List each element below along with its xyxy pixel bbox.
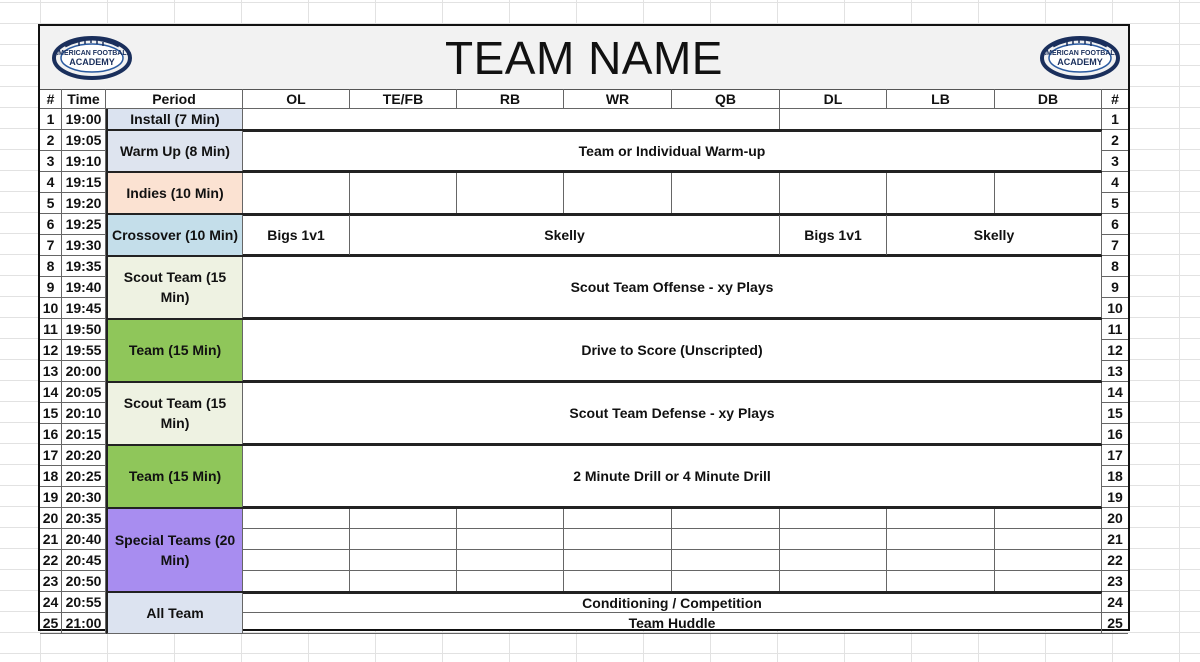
special-teams-cell[interactable]	[350, 571, 457, 592]
row-number[interactable]: 18	[40, 466, 62, 487]
section-divider	[106, 213, 1102, 215]
logo-text-line1: AMERICAN FOOTBALL	[1041, 50, 1119, 57]
time-cell[interactable]: 20:50	[62, 571, 106, 592]
row-number[interactable]: 24	[40, 592, 62, 613]
activity-cell[interactable]	[243, 109, 780, 130]
sheet-header	[40, 26, 1128, 90]
row-number[interactable]: 13	[40, 361, 62, 382]
special-teams-cell[interactable]	[457, 508, 564, 529]
row-number[interactable]: 9	[40, 277, 62, 298]
special-teams-cell[interactable]	[672, 550, 780, 571]
row-number[interactable]: 15	[40, 403, 62, 424]
time-cell[interactable]: 19:40	[62, 277, 106, 298]
row-number-right[interactable]: 17	[1102, 445, 1128, 466]
period-cell[interactable]: Indies (10 Min)	[106, 172, 243, 214]
row-number-right[interactable]: 1	[1102, 109, 1128, 130]
row-number-right[interactable]: 21	[1102, 529, 1128, 550]
all-team-activity[interactable]: Team Huddle	[243, 613, 1102, 634]
special-teams-cell[interactable]	[243, 529, 350, 550]
row-number-right[interactable]: 12	[1102, 340, 1128, 361]
time-cell[interactable]: 20:45	[62, 550, 106, 571]
row-number-right[interactable]: 6	[1102, 214, 1128, 235]
activity-cell[interactable]	[780, 109, 1102, 130]
column-header[interactable]: OL	[243, 89, 350, 109]
period-cell[interactable]: Install (7 Min)	[106, 109, 243, 130]
all-team-activity[interactable]: Conditioning / Competition	[243, 592, 1102, 613]
row-number[interactable]: 10	[40, 298, 62, 319]
period-cell[interactable]: Team (15 Min)	[106, 445, 243, 508]
special-teams-cell[interactable]	[564, 508, 672, 529]
time-cell[interactable]: 20:25	[62, 466, 106, 487]
scout-offense-activity[interactable]: Scout Team Offense - xy Plays	[243, 256, 1102, 319]
row-number[interactable]: 2	[40, 130, 62, 151]
time-cell[interactable]: 20:05	[62, 382, 106, 403]
special-teams-cell[interactable]	[887, 529, 995, 550]
indies-position-cell[interactable]	[564, 172, 672, 214]
special-teams-cell[interactable]	[995, 550, 1102, 571]
special-teams-cell[interactable]	[995, 529, 1102, 550]
column-header[interactable]: WR	[564, 89, 672, 109]
crossover-activity[interactable]: Skelly	[887, 214, 1102, 256]
row-number-right[interactable]: 5	[1102, 193, 1128, 214]
period-cell[interactable]: All Team	[106, 592, 243, 634]
special-teams-cell[interactable]	[672, 571, 780, 592]
time-cell[interactable]: 20:00	[62, 361, 106, 382]
row-number[interactable]: 8	[40, 256, 62, 277]
period-cell[interactable]: Scout Team (15 Min)	[106, 382, 243, 445]
row-number[interactable]: 23	[40, 571, 62, 592]
academy-logo	[1039, 34, 1121, 82]
logo-text-line2: ACADEMY	[69, 57, 115, 67]
row-number[interactable]: 7	[40, 235, 62, 256]
indies-position-cell[interactable]	[350, 172, 457, 214]
time-cell[interactable]: 20:10	[62, 403, 106, 424]
time-cell[interactable]: 20:15	[62, 424, 106, 445]
row-number[interactable]: 4	[40, 172, 62, 193]
row-number[interactable]: 11	[40, 319, 62, 340]
row-number-right[interactable]: 18	[1102, 466, 1128, 487]
row-number-right[interactable]: 23	[1102, 571, 1128, 592]
special-teams-cell[interactable]	[887, 550, 995, 571]
time-cell[interactable]: 19:50	[62, 319, 106, 340]
column-header[interactable]: Period	[106, 89, 243, 109]
row-number[interactable]: 14	[40, 382, 62, 403]
indies-position-cell[interactable]	[243, 172, 350, 214]
column-header[interactable]: LB	[887, 89, 995, 109]
practice-plan-sheet	[38, 24, 1130, 631]
time-cell[interactable]: 20:55	[62, 592, 106, 613]
crossover-activity[interactable]: Bigs 1v1	[243, 214, 350, 256]
time-cell[interactable]: 19:10	[62, 151, 106, 172]
row-number-right[interactable]: 4	[1102, 172, 1128, 193]
special-teams-cell[interactable]	[887, 571, 995, 592]
special-teams-cell[interactable]	[243, 508, 350, 529]
special-teams-cell[interactable]	[780, 550, 887, 571]
row-number-right[interactable]: 9	[1102, 277, 1128, 298]
indies-position-cell[interactable]	[457, 172, 564, 214]
row-number-right[interactable]: 25	[1102, 613, 1128, 634]
time-cell[interactable]: 19:25	[62, 214, 106, 235]
warmup-activity[interactable]: Team or Individual Warm-up	[243, 130, 1102, 172]
period-cell[interactable]: Special Teams (20 Min)	[106, 508, 243, 592]
row-number-right[interactable]: 24	[1102, 592, 1128, 613]
logo-text-line1: AMERICAN FOOTBALL	[53, 50, 131, 57]
special-teams-cell[interactable]	[995, 571, 1102, 592]
row-number-right[interactable]: 16	[1102, 424, 1128, 445]
indies-position-cell[interactable]	[995, 172, 1102, 214]
row-number-right[interactable]: 14	[1102, 382, 1128, 403]
indies-position-cell[interactable]	[780, 172, 887, 214]
row-number[interactable]: 19	[40, 487, 62, 508]
team-activity[interactable]: Drive to Score (Unscripted)	[243, 319, 1102, 382]
time-cell[interactable]: 19:05	[62, 130, 106, 151]
special-teams-cell[interactable]	[887, 508, 995, 529]
row-number[interactable]: 1	[40, 109, 62, 130]
time-cell[interactable]: 19:30	[62, 235, 106, 256]
special-teams-cell[interactable]	[350, 508, 457, 529]
schedule-grid	[40, 89, 1128, 629]
column-header[interactable]: #	[1102, 89, 1128, 109]
section-divider	[106, 255, 1102, 257]
special-teams-cell[interactable]	[672, 529, 780, 550]
time-cell[interactable]: 19:20	[62, 193, 106, 214]
row-number-right[interactable]: 13	[1102, 361, 1128, 382]
section-divider	[106, 171, 1102, 173]
time-cell[interactable]: 20:30	[62, 487, 106, 508]
column-header[interactable]: DB	[995, 89, 1102, 109]
section-divider	[106, 381, 1102, 383]
indies-position-cell[interactable]	[672, 172, 780, 214]
row-number[interactable]: 22	[40, 550, 62, 571]
section-divider	[106, 507, 1102, 509]
row-number[interactable]: 5	[40, 193, 62, 214]
time-cell[interactable]: 20:35	[62, 508, 106, 529]
row-number-right[interactable]: 11	[1102, 319, 1128, 340]
section-divider	[106, 129, 1102, 131]
period-cell[interactable]: Scout Team (15 Min)	[106, 256, 243, 319]
special-teams-cell[interactable]	[457, 571, 564, 592]
time-cell[interactable]: 19:45	[62, 298, 106, 319]
special-teams-cell[interactable]	[780, 529, 887, 550]
section-divider	[106, 444, 1102, 446]
section-divider	[106, 591, 1102, 593]
row-number-right[interactable]: 15	[1102, 403, 1128, 424]
time-cell[interactable]: 21:00	[62, 613, 106, 634]
team-activity[interactable]: 2 Minute Drill or 4 Minute Drill	[243, 445, 1102, 508]
special-teams-cell[interactable]	[672, 508, 780, 529]
row-number-right[interactable]: 22	[1102, 550, 1128, 571]
row-number-right[interactable]: 2	[1102, 130, 1128, 151]
time-cell[interactable]: 20:20	[62, 445, 106, 466]
time-cell[interactable]: 19:00	[62, 109, 106, 130]
section-divider	[106, 318, 1102, 320]
time-cell[interactable]: 20:40	[62, 529, 106, 550]
indies-position-cell[interactable]	[887, 172, 995, 214]
row-number[interactable]: 12	[40, 340, 62, 361]
special-teams-cell[interactable]	[243, 571, 350, 592]
special-teams-cell[interactable]	[564, 550, 672, 571]
row-number[interactable]: 3	[40, 151, 62, 172]
column-header[interactable]: DL	[780, 89, 887, 109]
time-cell[interactable]: 19:35	[62, 256, 106, 277]
column-header[interactable]: Time	[62, 89, 106, 109]
special-teams-cell[interactable]	[350, 529, 457, 550]
period-cell[interactable]: Warm Up (8 Min)	[106, 130, 243, 172]
row-number[interactable]: 20	[40, 508, 62, 529]
crossover-activity[interactable]: Skelly	[350, 214, 780, 256]
special-teams-cell[interactable]	[350, 550, 457, 571]
row-number[interactable]: 17	[40, 445, 62, 466]
period-cell[interactable]: Team (15 Min)	[106, 319, 243, 382]
scout-defense-activity[interactable]: Scout Team Defense - xy Plays	[243, 382, 1102, 445]
special-teams-cell[interactable]	[780, 571, 887, 592]
time-cell[interactable]: 19:55	[62, 340, 106, 361]
row-number-right[interactable]: 20	[1102, 508, 1128, 529]
logo-text-line2: ACADEMY	[1057, 57, 1103, 67]
column-header[interactable]: TE/FB	[350, 89, 457, 109]
row-number[interactable]: 25	[40, 613, 62, 634]
period-cell[interactable]: Crossover (10 Min)	[106, 214, 243, 256]
row-number[interactable]: 16	[40, 424, 62, 445]
row-number-right[interactable]: 8	[1102, 256, 1128, 277]
column-header[interactable]: QB	[672, 89, 780, 109]
row-number[interactable]: 21	[40, 529, 62, 550]
row-number-right[interactable]: 3	[1102, 151, 1128, 172]
special-teams-cell[interactable]	[995, 508, 1102, 529]
crossover-activity[interactable]: Bigs 1v1	[780, 214, 887, 256]
special-teams-cell[interactable]	[457, 529, 564, 550]
row-number-right[interactable]: 7	[1102, 235, 1128, 256]
column-header[interactable]: RB	[457, 89, 564, 109]
special-teams-cell[interactable]	[780, 508, 887, 529]
special-teams-cell[interactable]	[564, 571, 672, 592]
row-number-right[interactable]: 19	[1102, 487, 1128, 508]
team-name-title[interactable]: TEAM NAME	[445, 32, 723, 84]
column-header[interactable]: #	[40, 89, 62, 109]
row-number-right[interactable]: 10	[1102, 298, 1128, 319]
special-teams-cell[interactable]	[243, 550, 350, 571]
time-cell[interactable]: 19:15	[62, 172, 106, 193]
row-number[interactable]: 6	[40, 214, 62, 235]
special-teams-cell[interactable]	[564, 529, 672, 550]
special-teams-cell[interactable]	[457, 550, 564, 571]
